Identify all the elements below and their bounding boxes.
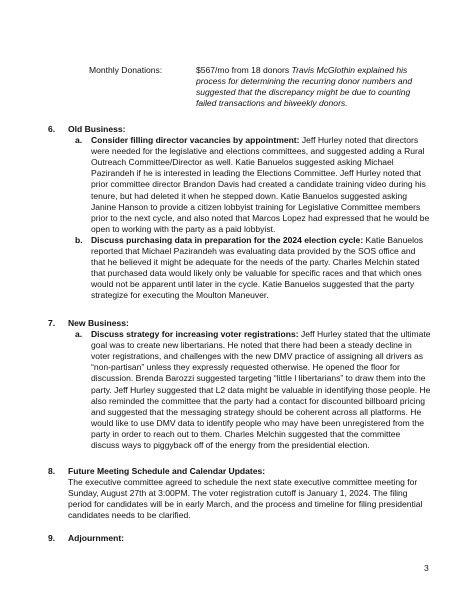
section-heading [48,533,433,544]
agenda-item-voter-registrations [75,329,431,451]
section-adjournment [48,533,433,544]
item-title: Discuss strategy for increasing voter registrations: [91,329,299,340]
item-letter: a. [75,135,83,146]
item-title: Discuss purchasing data in preparation for the 2024 election cycle: [91,234,364,245]
donations-amount: $567/mo from 18 donors [196,65,290,75]
section-number: 8. [48,466,56,476]
agenda-item-purchasing-data [75,234,431,302]
section-number: 7. [48,318,56,328]
item-letter: a. [75,329,83,340]
page-number: 3 [424,563,429,573]
section-heading [48,124,433,135]
item-title: Consider filling director vacancies by appointment: [91,135,300,146]
section-title: New Business: [68,318,129,328]
monthly-donations-value [196,65,422,109]
item-letter: b. [75,234,83,245]
section-heading [48,318,433,329]
agenda-item-director-vacancies [75,135,431,235]
section-number: 9. [48,533,56,543]
section-future-meeting [48,466,433,521]
donations-note: Travis McGlothin explained his process for determining the recurring donor numbers and suggested that the discrepancy might be due to counting failed transactions and biweekly donors. [196,65,413,109]
section-new-business [48,318,433,451]
item-text: Jeff Hurley noted that directors were needed for the legislative and elections committees, and suggested adding a Rural Outreach Committee/Director as well. Katie Banuelos suggested asking Michael Pazirandeh if he is interested in leading the Elections Committee. Jeff Hurley noted that prior committee director Brandon Davis had created a candidate training video during his tenure, but had deleted it when he stepped down. Katie Banuelos suggested asking Janine Hanson to provide a citizen lobbyist training for Legislative Committee members prior to the next cycle, and also noted that Marcos Lopez had expressed that he would be open to working with the party as a paid lobbyist. [91,135,430,234]
item-text: Jeff Hurley stated that the ultimate goal was to create new libertarians. He noted that there had been a steady decline in voter registrations, and challenges with the new DMV practice of assigning all drivers as “non-partisan” unless they expressly requested otherwise. He opened the floor for discussion. Brenda Barozzi suggested targeting “little l libertarians” to draw them into the party. Jeff Hurley suggested that L2 data might be valuable in identifying those people. He also reminded the committee that the party had a contact for discounted billboard pricing and suggested that the messaging strategy should be coherent across all platforms. He would like to use DMV data to identify people who may have been unregistered from the party in order to reach out to them. Charles Melchin suggested that the committee discuss ways to piggyback off of the energy from the presidential election. [91,329,431,451]
section-old-business [48,124,433,302]
monthly-donations-label: Monthly Donations: [89,65,163,75]
item-text: Katie Banuelos reported that Michael Pazirandeh was evaluating data provided by the SOS office and that he believed it might be adequate for the needs of the party. Charles Melchin stated that purchased data would likely only be valuable for specific races and that which ones would not be apparent until later in the cycle. Katie Banuelos suggested that the party strategize for executing the Moulton Maneuver. [91,234,424,301]
section-title: Old Business: [68,124,126,134]
section-title: Future Meeting Schedule and Calendar Updates: [68,466,266,476]
section-heading [48,466,433,477]
section-number: 6. [48,124,56,134]
section-title: Adjournment: [68,533,125,543]
section-body-text: The executive committee agreed to schedule the next state executive committee meeting for Sunday, August 27th at 3:00PM. The voter registration cutoff is January 1, 2024. The filing period for candidates will be in early March, and the process and timeline for filing presidential candidates needs to be clarified. [68,477,423,521]
